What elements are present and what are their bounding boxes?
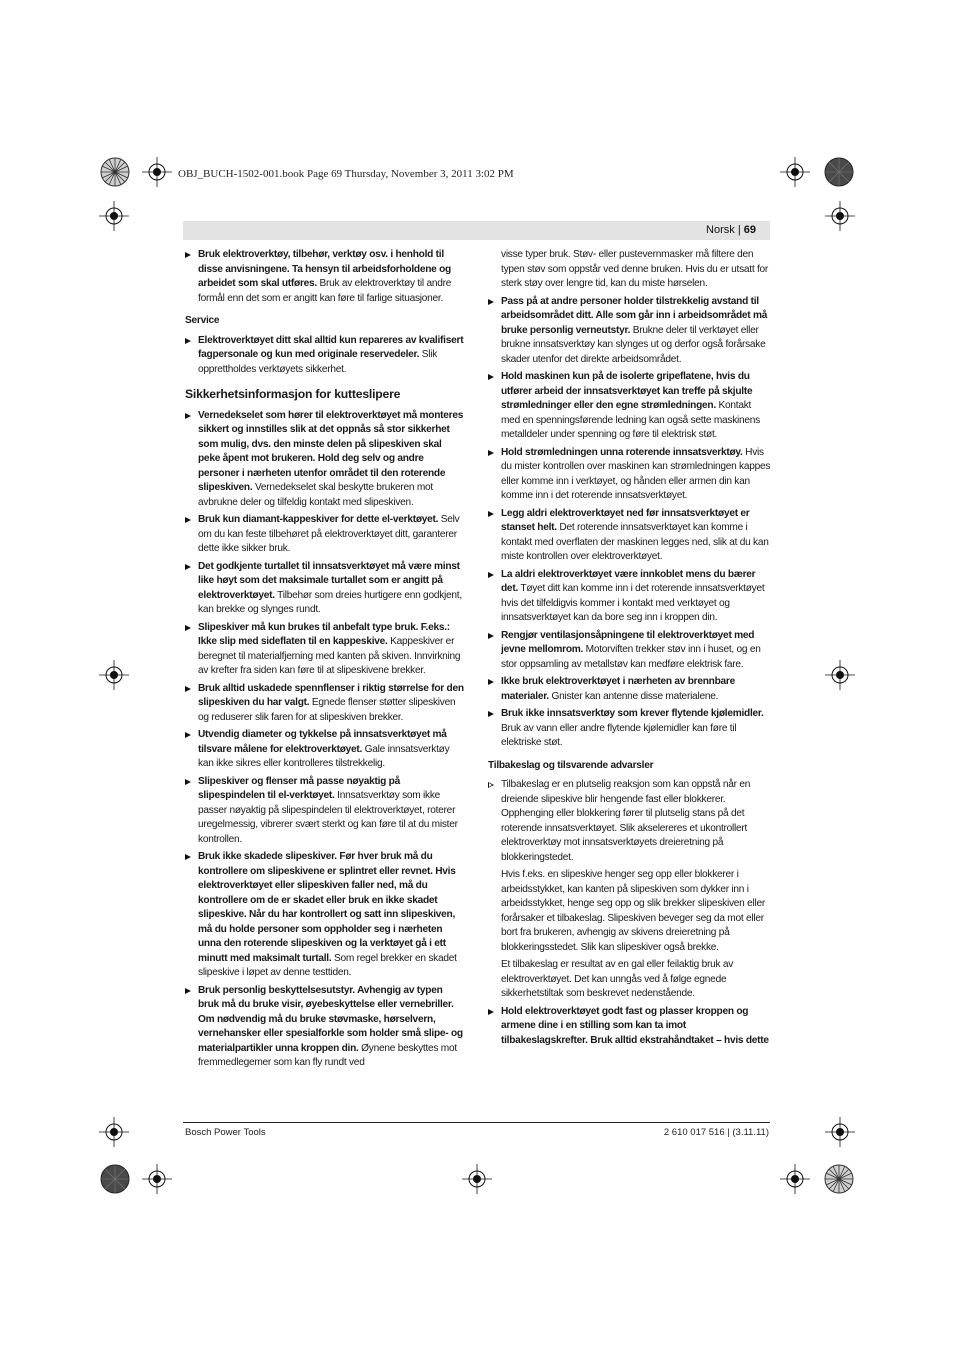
list-item: Bruk elektroverktøy, tilbehør, verktøy osv. i henhold til disse anvisningene. Ta hensyn til arbeidsforholdene og arbeidet som skal utføres. Bruk av elektroverktøy til andre formål enn det som er angitt kan føre til farlige situasjoner. xyxy=(185,248,466,306)
list-item: Ikke bruk elektroverktøyet i nærheten av brennbare materialer. Gnister kan antenne disse materialene. xyxy=(488,675,771,704)
list-item: Bruk kun diamant-kappeskiver for dette el-verktøyet. Selv om du kan feste tilbehøret på elektroverktøyet ditt, garanterer dette ikke sikker bruk. xyxy=(185,513,466,557)
list-item: Bruk alltid uskadede spennflenser i riktig størrelse for den slipeskiven du har valgt. Egnede flenser støtter slipeskiven og reduserer slik faren for at slipeskiven brekker. xyxy=(185,682,466,726)
registration-mark xyxy=(825,660,855,690)
kickback-paragraph: Et tilbakeslag er resultat av en gal eller feilaktig bruk av elektroverktøyet. Det kan unngås ved å følge egnede sikkerhetstiltak som beskrevet nedenstående. xyxy=(501,959,734,999)
list-item: Bruk personlig beskyttelsesutstyr. Avhengig av typen bruk må du bruke visir, øyebeskyttelse eller vernebriller. Om nødvendig må du bruke støvmaske, hørselvern, vernehansker eller spesialforkle som holder små slipe- og materialpartikler unna kroppen din. Øynene beskyttes mot fremmedlegemer som kan fly rundt ved xyxy=(185,984,466,1071)
color-rosette-top-left xyxy=(100,157,130,187)
registration-mark xyxy=(780,1164,810,1194)
left-column xyxy=(185,248,466,1074)
registration-mark xyxy=(462,1164,492,1194)
kickback-heading: Tilbakeslag og tilsvarende advarsler xyxy=(488,759,654,771)
page-number: 69 xyxy=(743,224,756,236)
color-rosette-bottom-left xyxy=(100,1164,130,1194)
section-title: Sikkerhetsinformasjon for kutteslipere xyxy=(185,387,401,401)
footer-divider xyxy=(183,1122,770,1123)
list-item: La aldri elektroverktøyet være innkoblet mens du bærer det. Tøyet ditt kan komme inn i det roterende innsatsverktøyet hvis det tilfeldigvis kommer i kontakt med verktøyet og innsatsverktøyet kan da bore seg inn i kroppen din. xyxy=(488,568,771,626)
right-column xyxy=(488,248,771,1051)
registration-mark xyxy=(780,157,810,187)
header-language-page xyxy=(706,224,756,236)
list-item: Slipeskiver og flenser må passe nøyaktig på slipespindelen til el-verktøyet. Innsatsverktøy som ikke passer nøyaktig på slipespindelen til elektroverktøyet, roterer uregelmessig, vibrerer svært sterkt og kan føre til at du mister kontrollen. xyxy=(185,775,466,848)
registration-mark xyxy=(142,157,172,187)
registration-mark xyxy=(825,201,855,231)
kickback-paragraph: Hvis f.eks. en slipeskive henger seg opp eller blokkerer i arbeidsstykket, kan kanten på slipeskiven som dykker inn i arbeidsstykket, henge seg opp og slik brekker slipeskiven eller forårsaker et tilbakeslag. Slipeskiven beveger seg da mot eller bort fra brukeren, avhengig av skivens dreieretning på blokkeringsstedet. Slik kan slipeskiver også brekke. xyxy=(501,869,765,953)
list-item: Vernedekselet som hører til elektroverktøyet må monteres sikkert og innstilles slik at det oppnås så stor sikkerhet som mulig, dvs. den minste delen på slipeskiven skal peke åpent mot brukeren. Hold deg selv og andre personer i nærheten utenfor området til den roterende slipeskiven. Vernedekselet skal beskytte brukeren mot avbrukne deler og tilfeldig kontakt med slipeskiven. xyxy=(185,409,466,511)
list-item: Utvendig diameter og tykkelse på innsatsverktøyet må tilsvare målene for elektroverktøyet. Gale innsatsverktøy kan ikke sikres eller kontrolleres tilstrekkelig. xyxy=(185,728,466,772)
footer-doc-number: 2 610 017 516 | (3.11.11) xyxy=(663,1127,769,1138)
list-item: Hold elektroverktøyet godt fast og plasser kroppen og armene dine i en stilling som kan ta imot tilbakeslagskrefter. Bruk alltid ekstrahåndtaket – hvis dette xyxy=(488,1005,771,1049)
list-item: Slipeskiver må kun brukes til anbefalt type bruk. F.eks.: Ikke slip med sideflaten til en kappeskive. Kappeskiver er beregnet til materialfjerning med kanten på skiven. Innvirkning av krefter fra siden kan føre til at slipeskivene brekker. xyxy=(185,621,466,679)
list-item: Legg aldri elektroverktøyet ned før innsatsverktøyet er stanset helt. Det roterende innsatsverktøyet kan komme i kontakt med overflaten der maskinen legges ned, slik at du kan miste kontrollen over elektroverktøyet. xyxy=(488,507,771,565)
print-info: OBJ_BUCH-1502-001.book Page 69 Thursday, November 3, 2011 3:02 PM xyxy=(178,168,514,180)
list-item: Bruk ikke innsatsverktøy som krever flytende kjølemidler. Bruk av vann eller andre flytende kjølemidler kan føre til elektriske støt. xyxy=(488,707,771,751)
registration-mark xyxy=(825,1117,855,1147)
list-item: Elektroverktøyet ditt skal alltid kun repareres av kvalifisert fagpersonale og kun med originale reservedeler. Slik opprettholdes verktøyets sikkerhet. xyxy=(185,334,466,378)
header-language: Norsk xyxy=(706,224,735,236)
service-heading: Service xyxy=(185,315,220,326)
registration-mark xyxy=(142,1164,172,1194)
color-rosette-top-right xyxy=(824,157,854,187)
registration-mark xyxy=(99,660,129,690)
page-header xyxy=(183,221,770,240)
color-rosette-bottom-right xyxy=(824,1164,854,1194)
continuation-text: visse typer bruk. Støv- eller pustevernmasker må filtere den typen støv som oppstår ved denne bruken. Hvis du er utsatt for sterk støy over lengre tid, kan du miste hørselen. xyxy=(501,249,769,289)
list-item: Tilbakeslag er en plutselig reaksjon som kan oppstå når en dreiende slipeskive blir hengende fast eller blokkerer. Opphenging eller blokkering fører til plutselig stans på det roterende innsatsverktøyet. Slik akselereres et ukontrollert elektroverktøy mot innsatsverktøyets dreieretning på blokkeringstedet. xyxy=(488,778,771,865)
registration-mark xyxy=(99,1117,129,1147)
header-separator: | xyxy=(737,224,741,236)
list-item: Rengjør ventilasjonsåpningene til elektroverktøyet med jevne mellomrom. Motorviften trekker støv inn i huset, og en stor oppsamling av metallstøv kan medføre elektrisk fare. xyxy=(488,629,771,673)
list-item: Det godkjente turtallet til innsatsverktøyet må være minst like høyt som det maksimale turtallet som er angitt på elektroverktøyet. Tilbehør som dreies hurtigere enn godkjent, kan brekke og slynges rundt. xyxy=(185,560,466,618)
list-item: Hold strømledningen unna roterende innsatsverktøy. Hvis du mister kontrollen over maskinen kan strømledningen kappes eller komme inn i verktøyet, og hånden eller armen din kan komme inn i det roterende innsatsverktøyet. xyxy=(488,446,771,504)
registration-mark xyxy=(99,201,129,231)
list-item: Hold maskinen kun på de isolerte gripeflatene, hvis du utfører arbeid der innsatsverktøyet kan treffe på skjulte strømledninger eller den egne strømledningen. Kontakt med en spenningsførende ledning kan også sette maskinens metalldeler under spenning og føre til elektrisk støt. xyxy=(488,370,771,443)
list-item: Bruk ikke skadede slipeskiver. Før hver bruk må du kontrollere om slipeskivene er splintret eller revnet. Hvis elektroverktøyet eller slipeskiven faller ned, må du kontrollere om de er skadet eller bruk en ikke skadet slipeskive. Når du har kontrollert og satt inn slipeskiven, må du holde personer som oppholder seg i nærheten unna den roterende slipeskiven og la verktøyet gå i ett minutt med maksimalt turtall. Som regel brekker en skadet slipeskive i løpet av denne testtiden. xyxy=(185,850,466,981)
list-item: Pass på at andre personer holder tilstrekkelig avstand til arbeidsområdet ditt. Alle som går inn i arbeidsområdet må bruke personlig verneutstyr. Brukne deler til verktøyet eller brukne innsatsverktøy kan slynges ut og derfor også forårsake skader utenfor det direkte arbeidsområdet. xyxy=(488,295,771,368)
footer-brand: Bosch Power Tools xyxy=(185,1127,266,1138)
